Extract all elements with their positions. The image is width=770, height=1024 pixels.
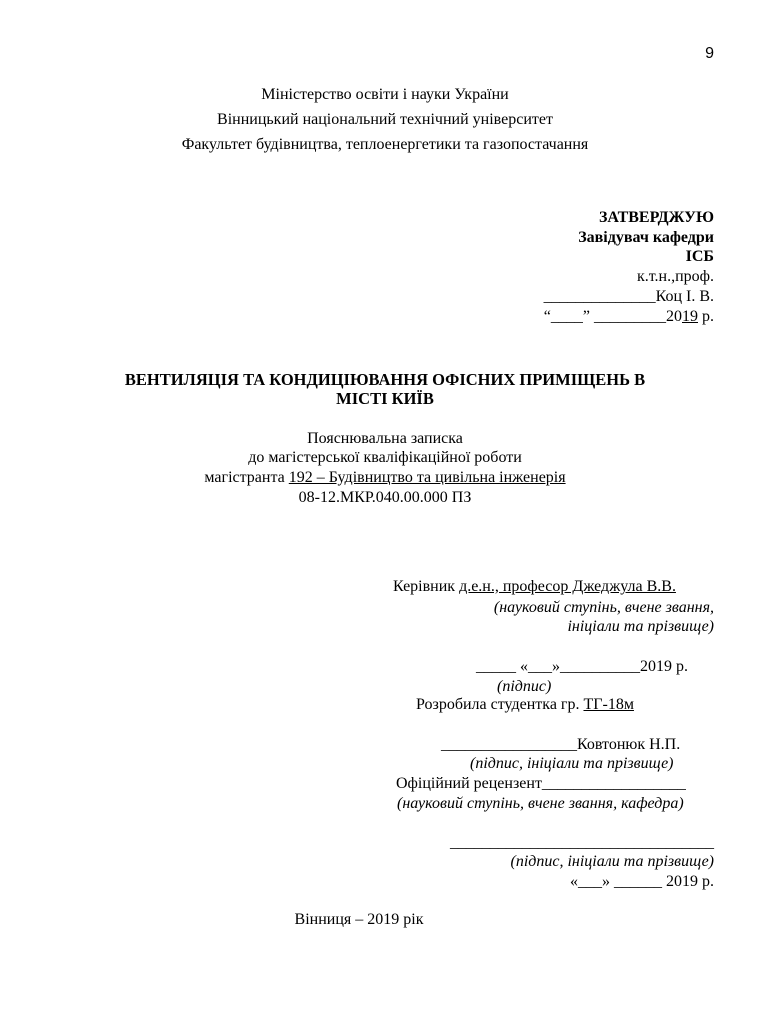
reviewer-hint: (науковий ступінь, вчене звання, кафедра) [397,795,684,812]
document-code: 08-12.МКР.040.00.000 ПЗ [298,489,472,506]
head-name: Коц І. В. [655,288,714,305]
supervisor-line [393,578,676,596]
work-title-line2: МІСТІ КИЇВ [336,389,434,408]
note-title: Пояснювальна записка [307,430,463,447]
reviewer-sign-hint: (підпис, ініціали та прізвище) [510,853,714,870]
approval-date-prefix: “____” _________20 [543,308,682,325]
reviewer-signature-line: _________________________________ [450,834,714,851]
supervisor-label: Керівник [393,578,460,595]
work-title-line1: ВЕНТИЛЯЦІЯ ТА КОНДИЦІЮВАННЯ ОФІСНИХ ПРИМІЩЕНЬ В [124,370,646,389]
supervisor-sign-hint: (підпис) [497,678,552,695]
master-prefix: магістранта [204,469,289,486]
student-label: Розробила студентка гр. [416,696,584,713]
faculty-line: Факультет будівництва, теплоенергетики та газопостачання [181,136,589,153]
reviewer-label: Офіційний рецензент__________________ [396,775,686,792]
specialty: 192 – Будівництво та цивільна інженерія [288,469,566,486]
supervisor-hint-2: ініціали та прізвище) [567,618,714,635]
city-year: Вінниця – 2019 рік [294,911,424,928]
signature-underline: ______________ [543,288,656,305]
student-group: ТГ-18м [583,696,634,713]
supervisor-hint-1: (науковий ступінь, вчене звання, [493,599,714,616]
note-subtitle: до магістерської кваліфікаційної роботи [248,449,522,466]
approve-heading: ЗАТВЕРДЖУЮ [598,209,714,226]
approval-date-year: 19 [682,308,698,325]
department-name: ІСБ [685,248,714,265]
approval-date-suffix: р. [698,308,714,325]
approval-date-line [544,308,714,326]
ministry-line: Міністерство освіти і науки України [261,86,509,103]
supervisor-date-line: _____ «___»__________2019 р. [476,658,688,675]
head-degree: к.т.н.,проф. [636,268,714,285]
student-sign-hint: (підпис, ініціали та прізвище) [470,755,674,772]
supervisor-value: д.е.н., професор Джеджула В.В. [459,578,676,595]
student-signature-line: _________________Ковтонюк Н.П. [441,736,681,753]
university-line: Вінницький національний технічний університет [217,111,553,128]
page-number: 9 [705,45,714,62]
reviewer-date-line: «___» ______ 2019 р. [570,873,714,890]
student-line [416,696,634,714]
head-of-department: Завідувач кафедри [578,229,714,246]
head-signature-line [544,288,714,306]
master-specialty-line [0,469,770,487]
